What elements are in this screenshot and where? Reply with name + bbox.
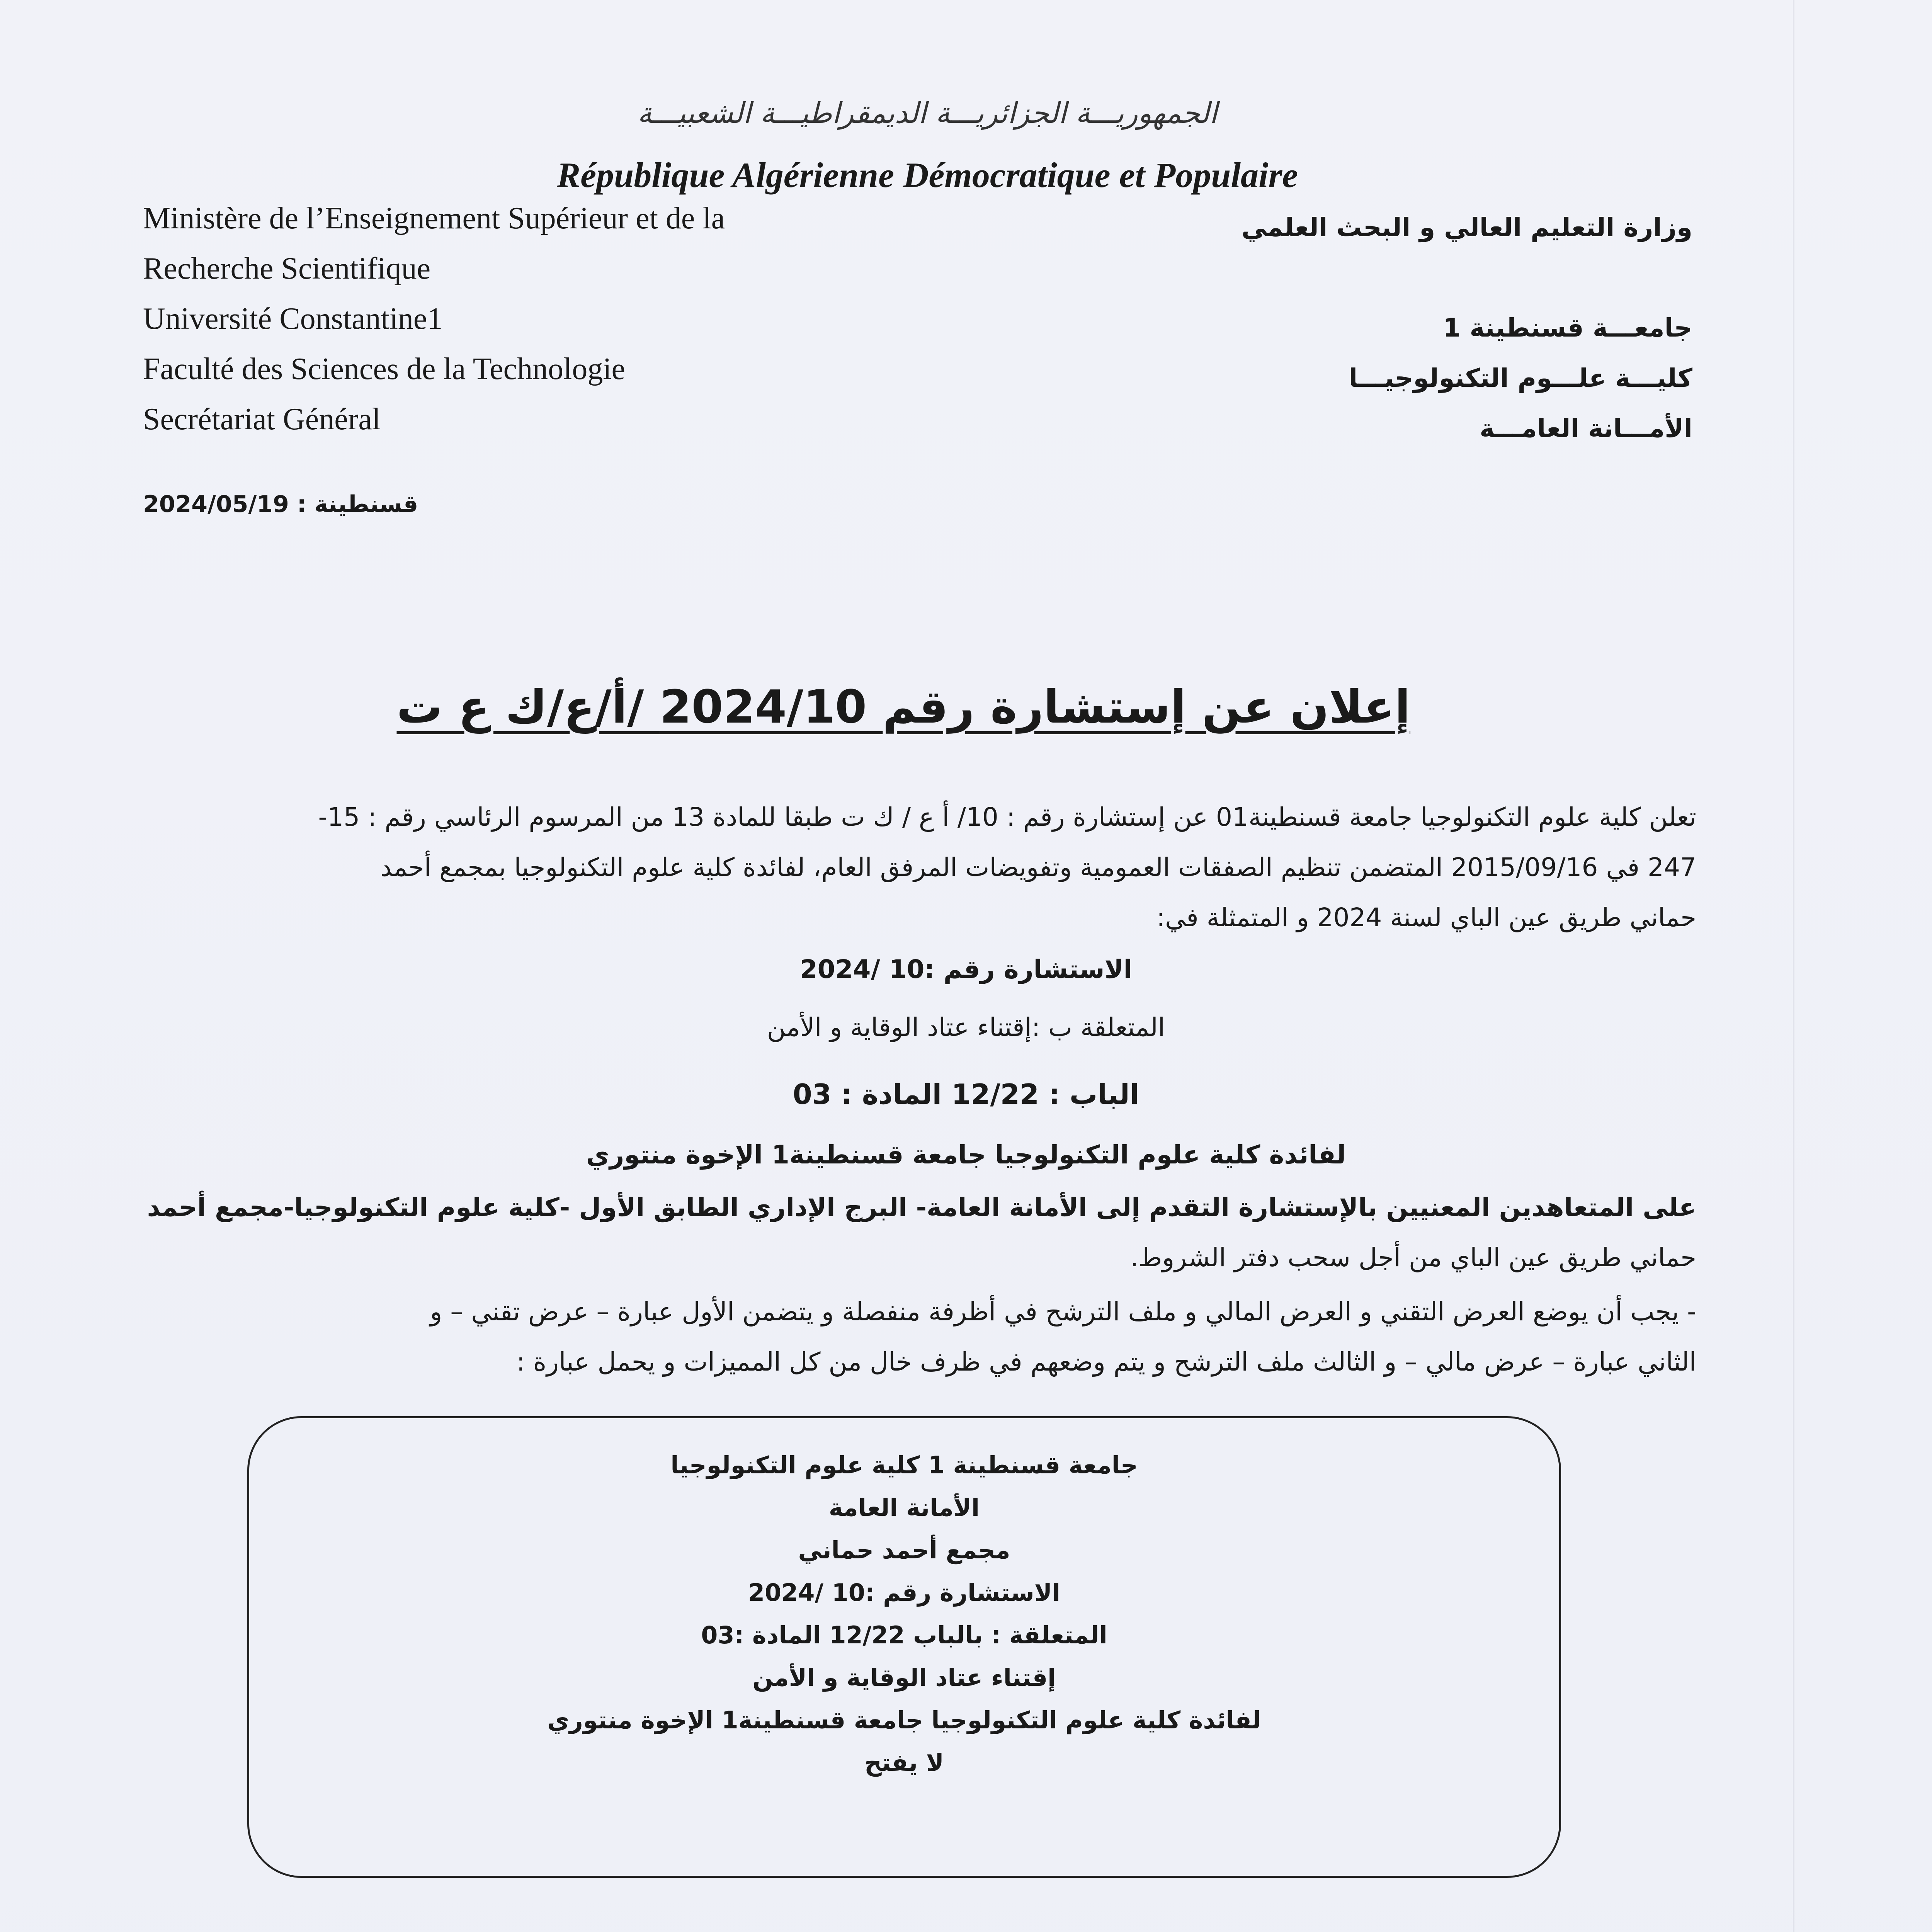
instructions-line-4: الثاني عبارة – عرض مالي – و الثالث ملف الترشح و يتم وضعهم في ظرف خال من كل المميزات و يحمل عبارة : bbox=[516, 1347, 1696, 1377]
secretariat-arabic: الأمـــانة العامـــة bbox=[1480, 413, 1692, 443]
budget-chapter: الباب : 12/22 المادة : 03 bbox=[793, 1078, 1139, 1111]
instructions-line-1: على المتعاهدين المعنيين بالإستشارة التقدم إلى الأمانة العامة- البرج الإداري الطابق الأول -كلية علوم التكنولوجيا-مجمع أحمد bbox=[147, 1192, 1696, 1222]
envelope-line-4: الاستشارة رقم :10 /2024 bbox=[748, 1578, 1061, 1607]
ministry-arabic: وزارة التعليم العالي و البحث العلمي bbox=[1241, 213, 1692, 242]
envelope-line-5: المتعلقة : بالباب 12/22 المادة :03 bbox=[701, 1621, 1107, 1649]
announcement-title: إعلان عن إستشارة رقم 2024/10 /أ/ع/ك ع ت bbox=[396, 680, 1410, 733]
envelope-line-3: مجمع أحمد حماني bbox=[798, 1536, 1010, 1564]
consultation-number: الاستشارة رقم :10 /2024 bbox=[799, 954, 1133, 984]
intro-line-2: 247 في 2015/09/16 المتضمن تنظيم الصفقات العمومية وتفويضات المرفق العام، لفائدة كلية علوم التكنولوجيا بمجمع أحمد bbox=[380, 852, 1696, 882]
republic-name-french: République Algérienne Démocratique et Populaire bbox=[556, 155, 1298, 195]
university-arabic: جامعـــة قسنطينة 1 bbox=[1443, 313, 1692, 343]
paper-fold bbox=[1793, 0, 1794, 1932]
envelope-line-7: لفائدة كلية علوم التكنولوجيا جامعة قسنطينة1 الإخوة منتوري bbox=[547, 1706, 1261, 1734]
envelope-line-6: إقتناء عتاد الوقاية و الأمن bbox=[752, 1663, 1056, 1692]
intro-line-1: تعلن كلية علوم التكنولوجيا جامعة قسنطينة01 عن إستشارة رقم : 10/ أ ع / ك ت طبقا للمادة 13 من المرسوم الرئاسي رقم : 15- bbox=[318, 802, 1696, 832]
document-date: قسنطينة : 2024/05/19 bbox=[143, 491, 418, 518]
envelope-line-2: الأمانة العامة bbox=[828, 1493, 980, 1522]
beneficiary: لفائدة كلية علوم التكنولوجيا جامعة قسنطينة1 الإخوة منتوري bbox=[586, 1140, 1346, 1170]
consultation-subject: المتعلقة ب :إقتناء عتاد الوقاية و الأمن bbox=[767, 1012, 1165, 1042]
envelope-line-1: جامعة قسنطينة 1 كلية علوم التكنولوجيا bbox=[670, 1451, 1138, 1479]
faculty-arabic: كليـــة علـــوم التكنولوجيـــا bbox=[1349, 363, 1692, 393]
university-fr: Université Constantine1 bbox=[143, 302, 443, 336]
instructions-line-2: حماني طريق عين الباي من أجل سحب دفتر الشروط. bbox=[1130, 1243, 1696, 1272]
intro-line-3: حماني طريق عين الباي لسنة 2024 و المتمثلة في: bbox=[1156, 903, 1696, 932]
envelope-line-8: لا يفتح bbox=[864, 1748, 944, 1777]
republic-name-arabic: الجمهوريـــة الجزائريـــة الديمقراطيـــة الشعبيـــة bbox=[637, 97, 1218, 130]
secretariat-fr: Secrétariat Général bbox=[143, 402, 381, 436]
ministry-line-1-fr: Ministère de l’Enseignement Supérieur et de la bbox=[143, 201, 725, 235]
instructions-line-3: - يجب أن يوضع العرض التقني و العرض المالي و ملف الترشح في أظرفة منفصلة و يتضمن الأول عبارة – عرض تقني – و bbox=[430, 1297, 1696, 1327]
faculty-fr: Faculté des Sciences de la Technologie bbox=[143, 352, 626, 386]
ministry-line-2-fr: Recherche Scientifique bbox=[143, 252, 431, 286]
